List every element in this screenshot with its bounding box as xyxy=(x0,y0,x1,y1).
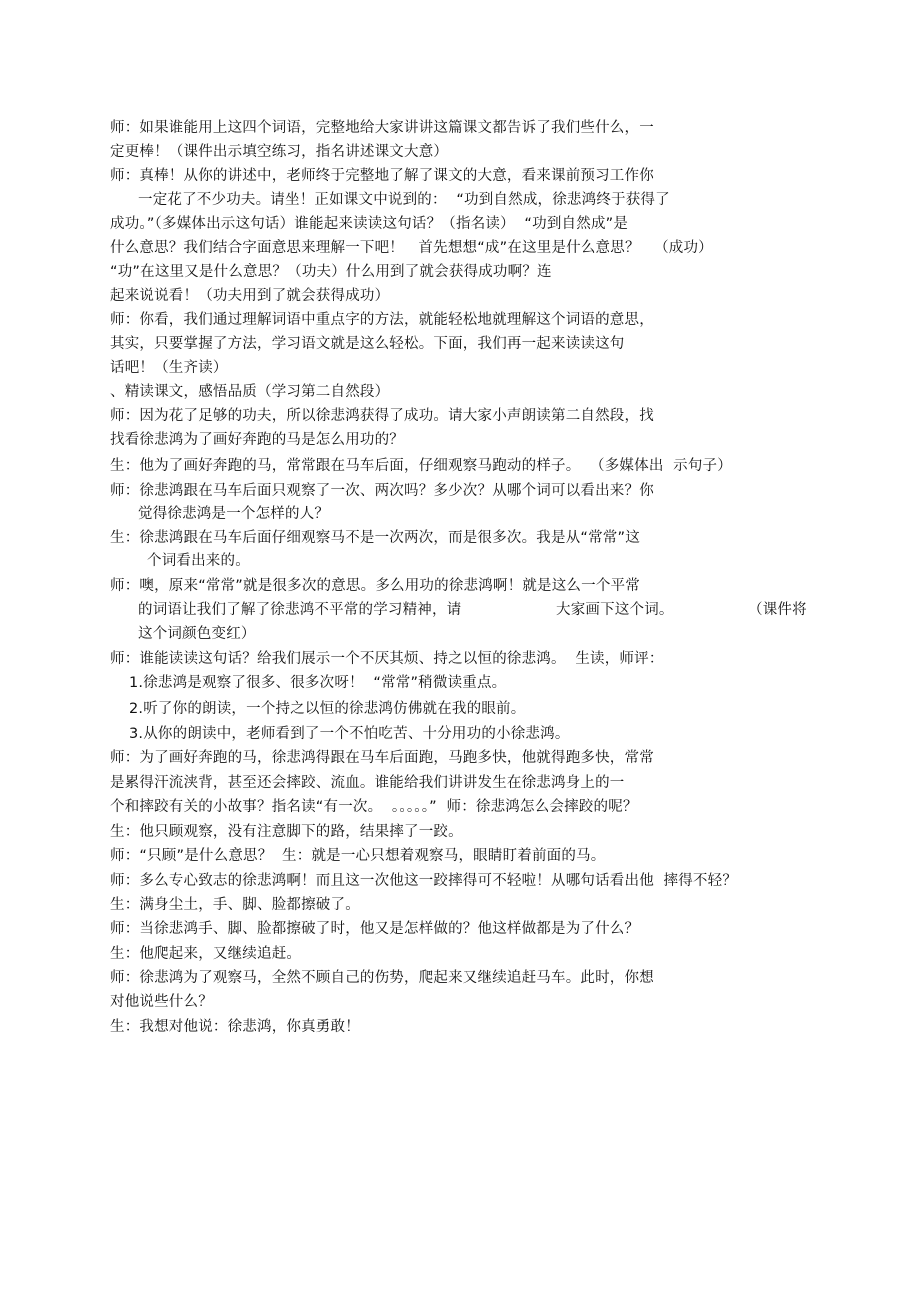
text-line: 师：徐悲鸿跟在马车后面只观察了一次、两次吗？多少次？从哪个词可以看出来？你 xyxy=(110,483,654,499)
text-line: 话吧！（生齐读） xyxy=(110,360,228,376)
text-line: （课件将 xyxy=(748,602,807,618)
text-line: 师：当徐悲鸿手、脚、脸都擦破了时，他又是怎样做的？他这样做都是为了什么？ xyxy=(110,921,640,937)
text-line: 师：噢，原来“常常”就是很多次的意思。多么用功的徐悲鸿啊！就是这么一个平常 xyxy=(110,578,640,594)
text-line: 师：徐悲鸿为了观察马，全然不顾自己的伤势，爬起来又继续追赶马车。此时，你想 xyxy=(110,970,654,986)
text-line: 大家画下这个词。 xyxy=(556,602,674,618)
text-line: “功”在这里又是什么意思？（功夫）什么用到了就会获得成功啊？连 xyxy=(110,264,552,280)
text-line: 师：你看，我们通过理解词语中重点字的方法，就能轻松地就理解这个词语的意思， xyxy=(110,312,654,328)
text-line: 师：因为花了足够的功夫，所以徐悲鸿获得了成功。请大家小声朗读第二自然段，找 xyxy=(110,408,654,424)
text-line: 生：满身尘土，手、脚、脸都擦破了。 xyxy=(110,897,360,913)
text-line: 什么意思？我们结合字面意思来理解一下吧！ 首先想想“成”在这里是什么意思？ （成功） xyxy=(110,240,713,256)
text-line: 生：他只顾观察，没有注意脚下的路，结果摔了一跤。 xyxy=(110,824,463,840)
text-line: 对他说些什么？ xyxy=(110,994,213,1010)
text-line: 生：我想对他说：徐悲鸿，你真勇敢！ xyxy=(110,1019,360,1035)
text-line: 一定花了不少功夫。请坐！正如课文中说到的： “功到自然成，徐悲鸿终于获得了 xyxy=(138,192,670,208)
text-line: 师：真棒！从你的讲述中，老师终于完整地了解了课文的大意，看来课前预习工作你 xyxy=(110,168,654,184)
text-line: 师：谁能读读这句话？给我们展示一个不厌其烦、持之以恒的徐悲鸿。 生读，师评： xyxy=(110,651,664,667)
text-line: 师：多么专心致志的徐悲鸿啊！而且这一次他这一跤摔得可不轻啦！从哪句话看出他 摔得不轻？ xyxy=(110,873,738,889)
text-line: 师：为了画好奔跑的马，徐悲鸿得跟在马车后面跑，马跑多快，他就得跑多快，常常 xyxy=(110,750,654,766)
text-line: 个和摔跤有关的小故事？指名读“有一次。 。。。。。” 师：徐悲鸿怎么会摔跤的呢？ xyxy=(110,799,638,815)
list-item: 2.听了你的朗读，一个持之以恒的徐悲鸿仿佛就在我的眼前。 xyxy=(129,701,526,717)
text-line: 师：如果谁能用上这四个词语，完整地给大家讲讲这篇课文都告诉了我们些什么，一 xyxy=(110,120,654,136)
text-line: 其实，只要掌握了方法，学习语文就是这么轻松。下面，我们再一起来读读这句 xyxy=(110,336,625,352)
list-item: 3.从你的朗读中，老师看到了一个不怕吃苦、十分用功的小徐悲鸿。 xyxy=(129,726,570,742)
text-line: 成功。”（多媒体出示这句话）谁能起来读读这句话？（指名读） “功到自然成”是 xyxy=(110,216,629,232)
text-line: 生：徐悲鸿跟在马车后面仔细观察马不是一次两次，而是很多次。我是从“常常”这 xyxy=(110,530,640,546)
list-item: 1.徐悲鸿是观察了很多、很多次呀！ “常常”稍微读重点。 xyxy=(129,675,507,691)
text-line: 这个词颜色变红） xyxy=(138,626,256,642)
section-heading: 、精读课文，感悟品质（学习第二自然段） xyxy=(110,384,390,400)
text-line: 是累得汗流浃背，甚至还会摔跤、流血。谁能给我们讲讲发生在徐悲鸿身上的一 xyxy=(110,775,625,791)
text-line: 的词语让我们了解了徐悲鸿不平常的学习精神，请 xyxy=(138,602,462,618)
text-line: 定更棒！（课件出示填空练习，指名讲述课文大意） xyxy=(110,144,449,160)
text-line: 觉得徐悲鸿是一个怎样的人？ xyxy=(138,506,330,522)
text-line: 个词看出来的。 xyxy=(147,553,250,569)
text-line: 师：“只顾”是什么意思？ 生：就是一心只想着观察马，眼睛盯着前面的马。 xyxy=(110,848,606,864)
text-line: 生：他为了画好奔跑的马，常常跟在马车后面，仔细观察马跑动的样子。 （多媒体出 示句子） xyxy=(110,458,732,474)
text-line: 找看徐悲鸿为了画好奔跑的马是怎么用功的？ xyxy=(110,432,404,448)
text-line: 生：他爬起来，又继续追赶。 xyxy=(110,946,302,962)
text-line: 起来说说看！（功夫用到了就会获得成功） xyxy=(110,288,390,304)
